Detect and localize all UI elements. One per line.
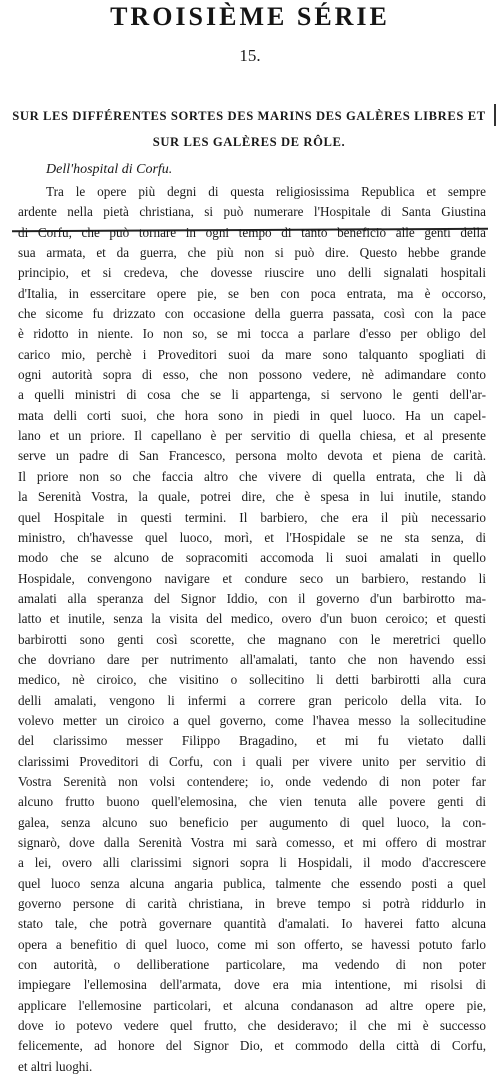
text-line: galea, senza alcuno suo beneficio per augumento di quel luoco, la con- bbox=[18, 814, 486, 830]
text-line: Il priore non so che faccia altro che vivere di quella entrata, che li dà bbox=[18, 468, 486, 484]
text-line: carico mio, perchè i Proveditori suoi da mare sono talquanto spogliati di bbox=[18, 346, 486, 362]
text-line: è ridotto in niente. Io non so, se mi tocca a parlare d'esso per obligo del bbox=[18, 326, 486, 342]
text-line: ministro, ch'havesse quel luoco, morì, et l'Hospidale se ne sta senza, di bbox=[18, 529, 486, 545]
text-line: medico, nè ciroico, che visitino o sollecitino li detti barbirotti alla cura bbox=[18, 672, 486, 688]
text-line: impiegare l'ellemosina dell'armata, dove era mia intentione, mi risolsi di bbox=[18, 977, 486, 993]
section-title: SUR LES DIFFÉRENTES SORTES DES MARINS DES GALÈRES LIBRES ET SUR LES GALÈRES DE RÔLE. bbox=[12, 109, 486, 149]
text-line: amalati alla speranza del Signor Iddio, con il governo d'un barbirotto ma- bbox=[18, 590, 486, 606]
series-header: TROISIÈME SÉRIE bbox=[110, 2, 390, 31]
text-line: quel luoco senza alcuna angaria publica, talmente che essendo posti a quel bbox=[18, 875, 486, 891]
text-line: del clarissimo messer Filippo Bragadino, et mi fu vietato dalli bbox=[18, 733, 486, 749]
page-number: 15. bbox=[239, 46, 261, 65]
text-line: con autorità, o delliberatione particolare, ma vedendo di non poter bbox=[18, 957, 486, 973]
text-line: sua armata, et da guerra, che più non si può dire. Questo hebbe grande bbox=[18, 245, 486, 261]
text-line: Vostra Serenità non volsi contendere; io, onde vedendo di non poter far bbox=[18, 773, 486, 789]
text-line: clarissimi Proveditori di Corfu, con i quali per vivere unito per servitio di bbox=[18, 753, 486, 769]
text-line: applicare l'ellemosine particolari, et alcuna condanason ad altre opere pie, bbox=[18, 997, 486, 1013]
text-line: mata delli corti suoi, che hora sono in piedi in quel luoco. Ha un capel- bbox=[18, 407, 486, 423]
text-line: a quelli ministri di cosa che se li appartenga, si servono le genti dell'ar- bbox=[18, 387, 486, 403]
text-line: stato tale, che potrà governare quantità d'amalati. Io haverei fatto alcuna bbox=[18, 916, 486, 932]
text-line: Hospidale, convengono navigare et condure seco un barbiero, restando li bbox=[18, 570, 486, 586]
text-line: governo persone di carità christiana, in breve tempo si potrà riddurlo in bbox=[18, 896, 486, 912]
text-line: dove io potevo vedere quel frutto, che desideravo; il che mi è successo bbox=[18, 1018, 486, 1034]
subheading: Dell'hospital di Corfu. bbox=[46, 162, 173, 177]
text-line: che dovriano dare per nutrimento all'amalati, tanto che non havendo essi bbox=[18, 651, 486, 667]
text-line: quel Hospitale in questi termini. Il barbiero, che era il più necessario bbox=[18, 509, 486, 525]
text-line: che sicome fu drizzato con occasione della guerra passata, così con la pace bbox=[18, 306, 486, 322]
text-line: ardente nella pietà christiana, si può numerare l'Hospitale di Santa Giustina bbox=[18, 204, 486, 220]
text-line: alcuno frutto buono quell'elemosina, che vien tenuta alle povere genti di bbox=[18, 794, 486, 810]
text-line: delli amalati, vengono li infermi a correre gran pericolo della vita. Io bbox=[18, 692, 486, 708]
margin-mark bbox=[494, 104, 496, 126]
text-line: Tra le opere più degni di questa religiosissima Republica et sempre bbox=[46, 184, 486, 199]
text-line: serve un padre di San Francesco, persona molto devota et piena de carità. bbox=[18, 448, 486, 464]
text-line: principio, et si credeva, che dovesse riuscire uno delli signalati hospitali bbox=[18, 265, 486, 281]
text-line: lano et un priore. Il capellano è per servitio di quella chiesa, et al presente bbox=[18, 428, 486, 444]
text-line: barbirotti sono genti così scorette, che magnano con le meretrici quello bbox=[18, 631, 486, 647]
text-line: d'Italia, in essercitare opere pie, se ben con poca entrata, ma è occorso, bbox=[18, 285, 486, 301]
text-line: latto et inutile, senza la visita del medico, overo d'un buon ceroico; et questi bbox=[18, 611, 486, 627]
text-line: di Corfu, che può tornare in ogni tempo di tanto beneficio alle genti della bbox=[18, 224, 486, 240]
text-line: opera a benefitio di quel luoco, come mi son offerto, se havessi potuto farlo bbox=[18, 936, 486, 952]
body-text bbox=[18, 182, 486, 1077]
text-line: la Serenità Vostra, la quale, potrei dire, che è spesa in lui inutile, stando bbox=[18, 489, 486, 505]
text-line: ogni autorità sopra di esso, che non possono vedere, nè adimandare conto bbox=[18, 367, 486, 383]
text-line: modo che se alcuno de sopracomiti accomoda li suoi amalati in quello bbox=[18, 550, 486, 566]
text-line: volevo metter un ciroico a quel governo, come l'havea messo la sollecitudine bbox=[18, 712, 486, 728]
text-line: signarò, dove dalla Serenità Vostra mi sarà comesso, et mi offero di mostrar bbox=[18, 835, 486, 850]
text-line: felicemente, ad honore del Signor Dio, et commodo della città di Corfu, bbox=[18, 1038, 486, 1054]
text-line: et altri luoghi. bbox=[18, 1058, 93, 1074]
text-line: a lei, overo alli clarissimi signori sopra li Hospidali, il modo d'accrescere bbox=[18, 855, 486, 871]
